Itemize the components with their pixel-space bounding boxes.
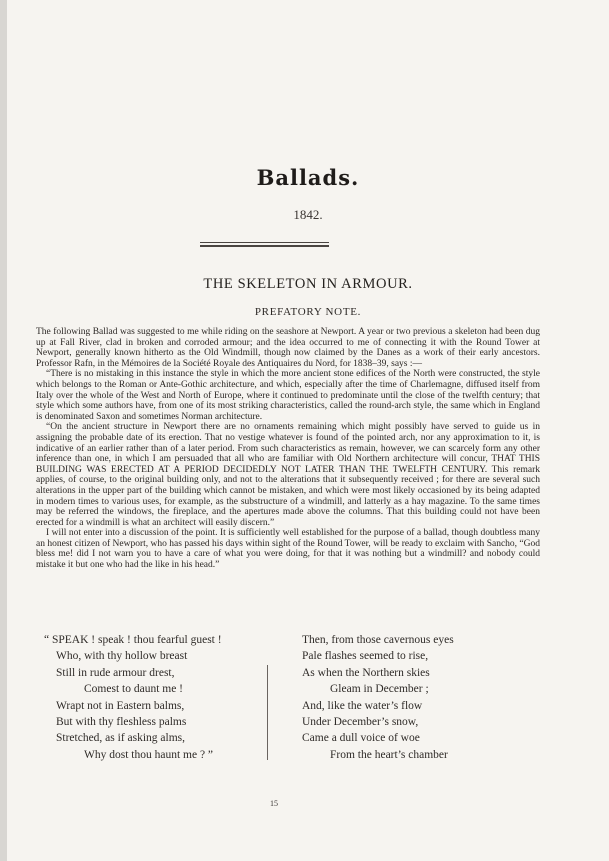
- year-label: 1842.: [293, 207, 323, 222]
- verse-line: Still in rude armour drest,: [56, 666, 175, 679]
- verse-line: Comest to daunt me !: [84, 683, 184, 696]
- verse-line: And, like the water’s flow: [302, 699, 423, 712]
- verse-column-left: [44, 632, 222, 763]
- poem-title: THE SKELETON IN ARMOUR.: [203, 276, 413, 292]
- verse-line: But with thy fleshless palms: [56, 716, 187, 729]
- verse-column-right: [302, 632, 454, 763]
- paragraph: The following Ballad was suggested to me while riding on the seashore at Newport. A year or two previous a skeleton had been dug up at Fall River, clad in broken and corroded armour; and the idea occurred to me of connecting it with the Round Tower at Newport, generally known hitherto as the Old Windmill, though now claimed by the Danes as a work of their early ancestors. Professor Rafn, in the Mémoires de la Société Royale des Antiquaires du Nord, for 1838–39, says :—: [36, 327, 540, 369]
- column-divider: [267, 665, 268, 760]
- verse-line: Wrapt not in Eastern balms,: [56, 699, 185, 712]
- prefatory-note-text: [36, 327, 540, 571]
- verse-line: Came a dull voice of woe: [302, 732, 420, 745]
- verse-line: Pale flashes seemed to rise,: [302, 650, 429, 663]
- verse-line: Who, with thy hollow breast: [56, 650, 188, 663]
- verse-line: Then, from those cavernous eyes: [302, 634, 454, 646]
- paragraph: “On the ancient structure in Newport there are no ornaments remaining which might possibly have served to guide us in assigning the probable date of its erection. That no vestige whatever is found of the pointed arch, nor any approximation to it, is indicative of an earlier rather than of a later period. From such characteristics as remain, however, we can scarcely form any other inference than one, in which I am persuaded that all who are familiar with Old Northern architecture will concur, THAT THIS BUILDING WAS ERECTED AT A PERIOD DECIDEDLY NOT LATER THAN THE TWELFTH CENTURY. This remark applies, of course, to the original building only, and not to the alterations that it subsequently received ; for there are several such alterations in the upper part of the building which cannot be mistaken, and which were most likely occasioned by its being adapted in modern times to various uses, for example, as the substructure of a windmill, and latterly as a hay magazine. To the same times may be referred the windows, the fireplace, and the apertures made above the columns. That this building could not have been erected for a windmill is what an architect will easily discern.”: [36, 422, 540, 528]
- divider-rule-bottom: [200, 245, 329, 247]
- section-heading: Ballads.: [256, 165, 360, 190]
- paragraph: I will not enter into a discussion of the point. It is sufficiently well established for the purpose of a ballad, though doubtless many an honest citizen of Newport, who has passed his days within sight of the Round Tower, will be ready to exclaim with Sancho, “God bless me! did I not warn you to have a care of what you were doing, for that it was nothing but a windmill? and nobody could mistake it but one who had the like in his head.”: [36, 528, 540, 571]
- verse-line: Gleam in December ;: [330, 683, 429, 696]
- verse-line: “ SPEAK ! speak ! thou fearful guest !: [44, 634, 222, 646]
- verse-line: As when the Northern skies: [302, 666, 430, 679]
- paragraph: “There is no mistaking in this instance the style in which the more ancient stone edifices of the North were constructed, the style which belongs to the Roman or Ante-Gothic architecture, and which, especially after the time of Charlemagne, diffused itself from Italy over the whole of the West and North of Europe, where it continued to predominate until the close of the twelfth century; that style which some authors have, from one of its most striking characteristics, called the round-arch style, the same which in England is denominated Saxon and sometimes Norman architecture.: [36, 369, 540, 422]
- verse-line: Why dost thou haunt me ? ”: [84, 748, 214, 761]
- verse-line: From the heart’s chamber: [330, 748, 448, 761]
- verse-line: Stretched, as if asking alms,: [56, 732, 186, 745]
- prefatory-note-title: PREFATORY NOTE.: [254, 306, 362, 318]
- verse-line: Under December’s snow,: [302, 716, 419, 729]
- divider-rule-top: [200, 242, 329, 243]
- page-number: 15: [270, 799, 278, 808]
